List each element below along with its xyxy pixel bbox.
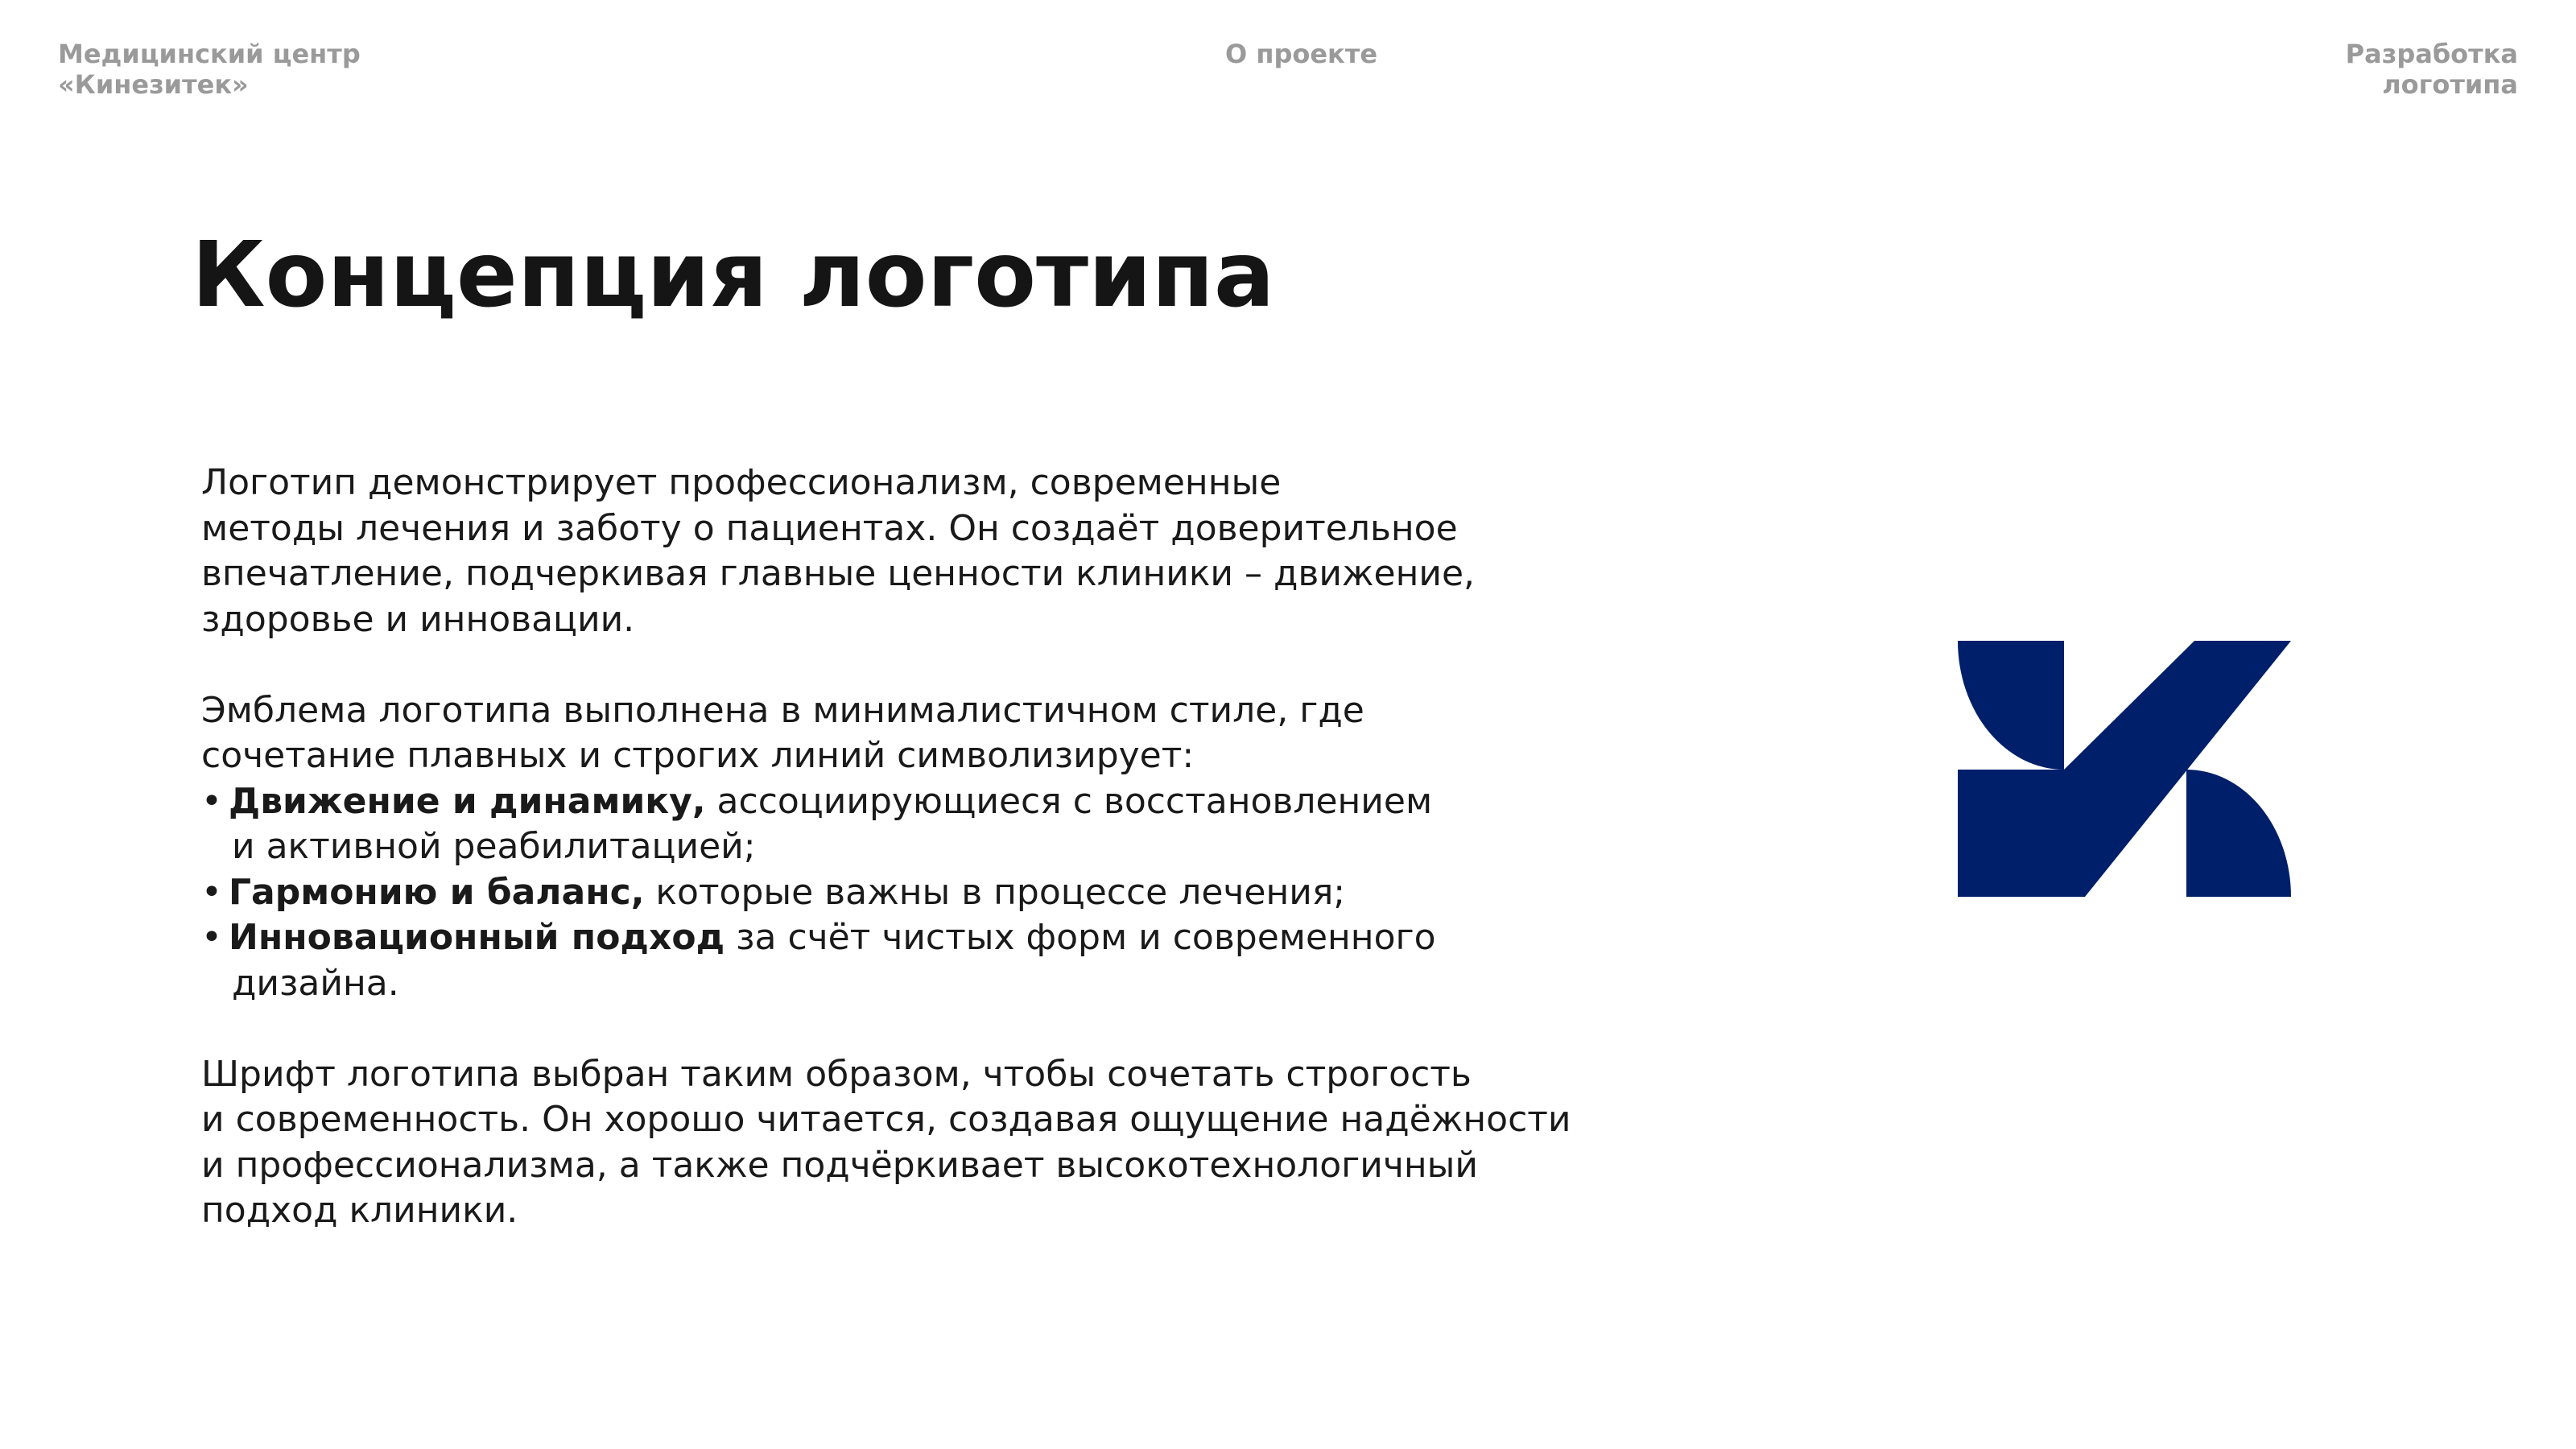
bullet-dot: •	[201, 780, 222, 822]
paragraph-3-line: и современность. Он хорошо читается, создавая ощущение надёжности	[201, 1099, 1571, 1140]
paragraph-1-line: здоровье и инновации.	[201, 598, 635, 640]
paragraph-1-line: Логотип демонстрирует профессионализм, современные	[201, 462, 1282, 503]
bullet-item	[201, 779, 1666, 825]
header-project-name	[58, 39, 361, 100]
bullet-dot: •	[201, 871, 222, 913]
body-text	[201, 460, 1666, 1234]
paragraph-2-line: сочетание плавных и строгих линий символизирует:	[201, 735, 1195, 776]
bullet-text: за счёт чистых форм и современного	[724, 917, 1436, 958]
paragraph-1-line: методы лечения и заботу о пациентах. Он создаёт доверительное	[201, 507, 1458, 549]
emblem-quarter-circle-bottom	[2186, 770, 2291, 897]
bullet-bold-text: Движение и динамику,	[229, 780, 706, 822]
paragraph-3-line: Шрифт логотипа выбран таким образом, чтобы сочетать строгость	[201, 1053, 1472, 1095]
bullet-text: которые важны в процессе лечения;	[644, 871, 1346, 913]
paragraph-gap	[201, 1006, 1666, 1052]
bullet-continuation: и активной реабилитацией;	[232, 826, 756, 867]
paragraph-2-line: Эмблема логотипа выполнена в минималистичном стиле, где	[201, 689, 1364, 731]
paragraph-gap	[201, 642, 1666, 688]
header-right-line-1: Разработка	[2345, 39, 2518, 69]
bullet-bold-text: Гармонию и баланс,	[229, 871, 645, 913]
bullet-text: ассоциирующиеся с восстановлением	[705, 780, 1433, 822]
paragraph-1	[201, 460, 1666, 642]
paragraph-2	[201, 688, 1666, 1007]
header-right-line-2: логотипа	[2382, 69, 2518, 100]
header-left-line-2: «Кинезитек»	[58, 69, 249, 100]
page-title: Концепция логотипа	[192, 223, 1275, 328]
kinezitek-k-emblem-icon	[1958, 641, 2291, 897]
bullet-continuation: дизайна.	[232, 962, 399, 1004]
paragraph-3	[201, 1052, 1666, 1234]
bullet-item	[201, 915, 1666, 961]
header-left-line-1: Медицинский центр	[58, 39, 361, 69]
bullet-dot: •	[201, 917, 222, 958]
emblem-quarter-circle-top	[1958, 641, 2064, 770]
bullet-bold-text: Инновационный подход	[229, 917, 725, 958]
paragraph-3-line: и профессионализма, а также подчёркивает высокотехнологичный	[201, 1144, 1478, 1186]
header-topic	[2346, 39, 2518, 100]
header-section-label: О проекте	[1225, 39, 1378, 69]
bullet-item	[201, 870, 1666, 916]
paragraph-1-line: впечатление, подчеркивая главные ценности клиники – движение,	[201, 553, 1476, 594]
paragraph-3-line: подход клиники.	[201, 1190, 518, 1231]
